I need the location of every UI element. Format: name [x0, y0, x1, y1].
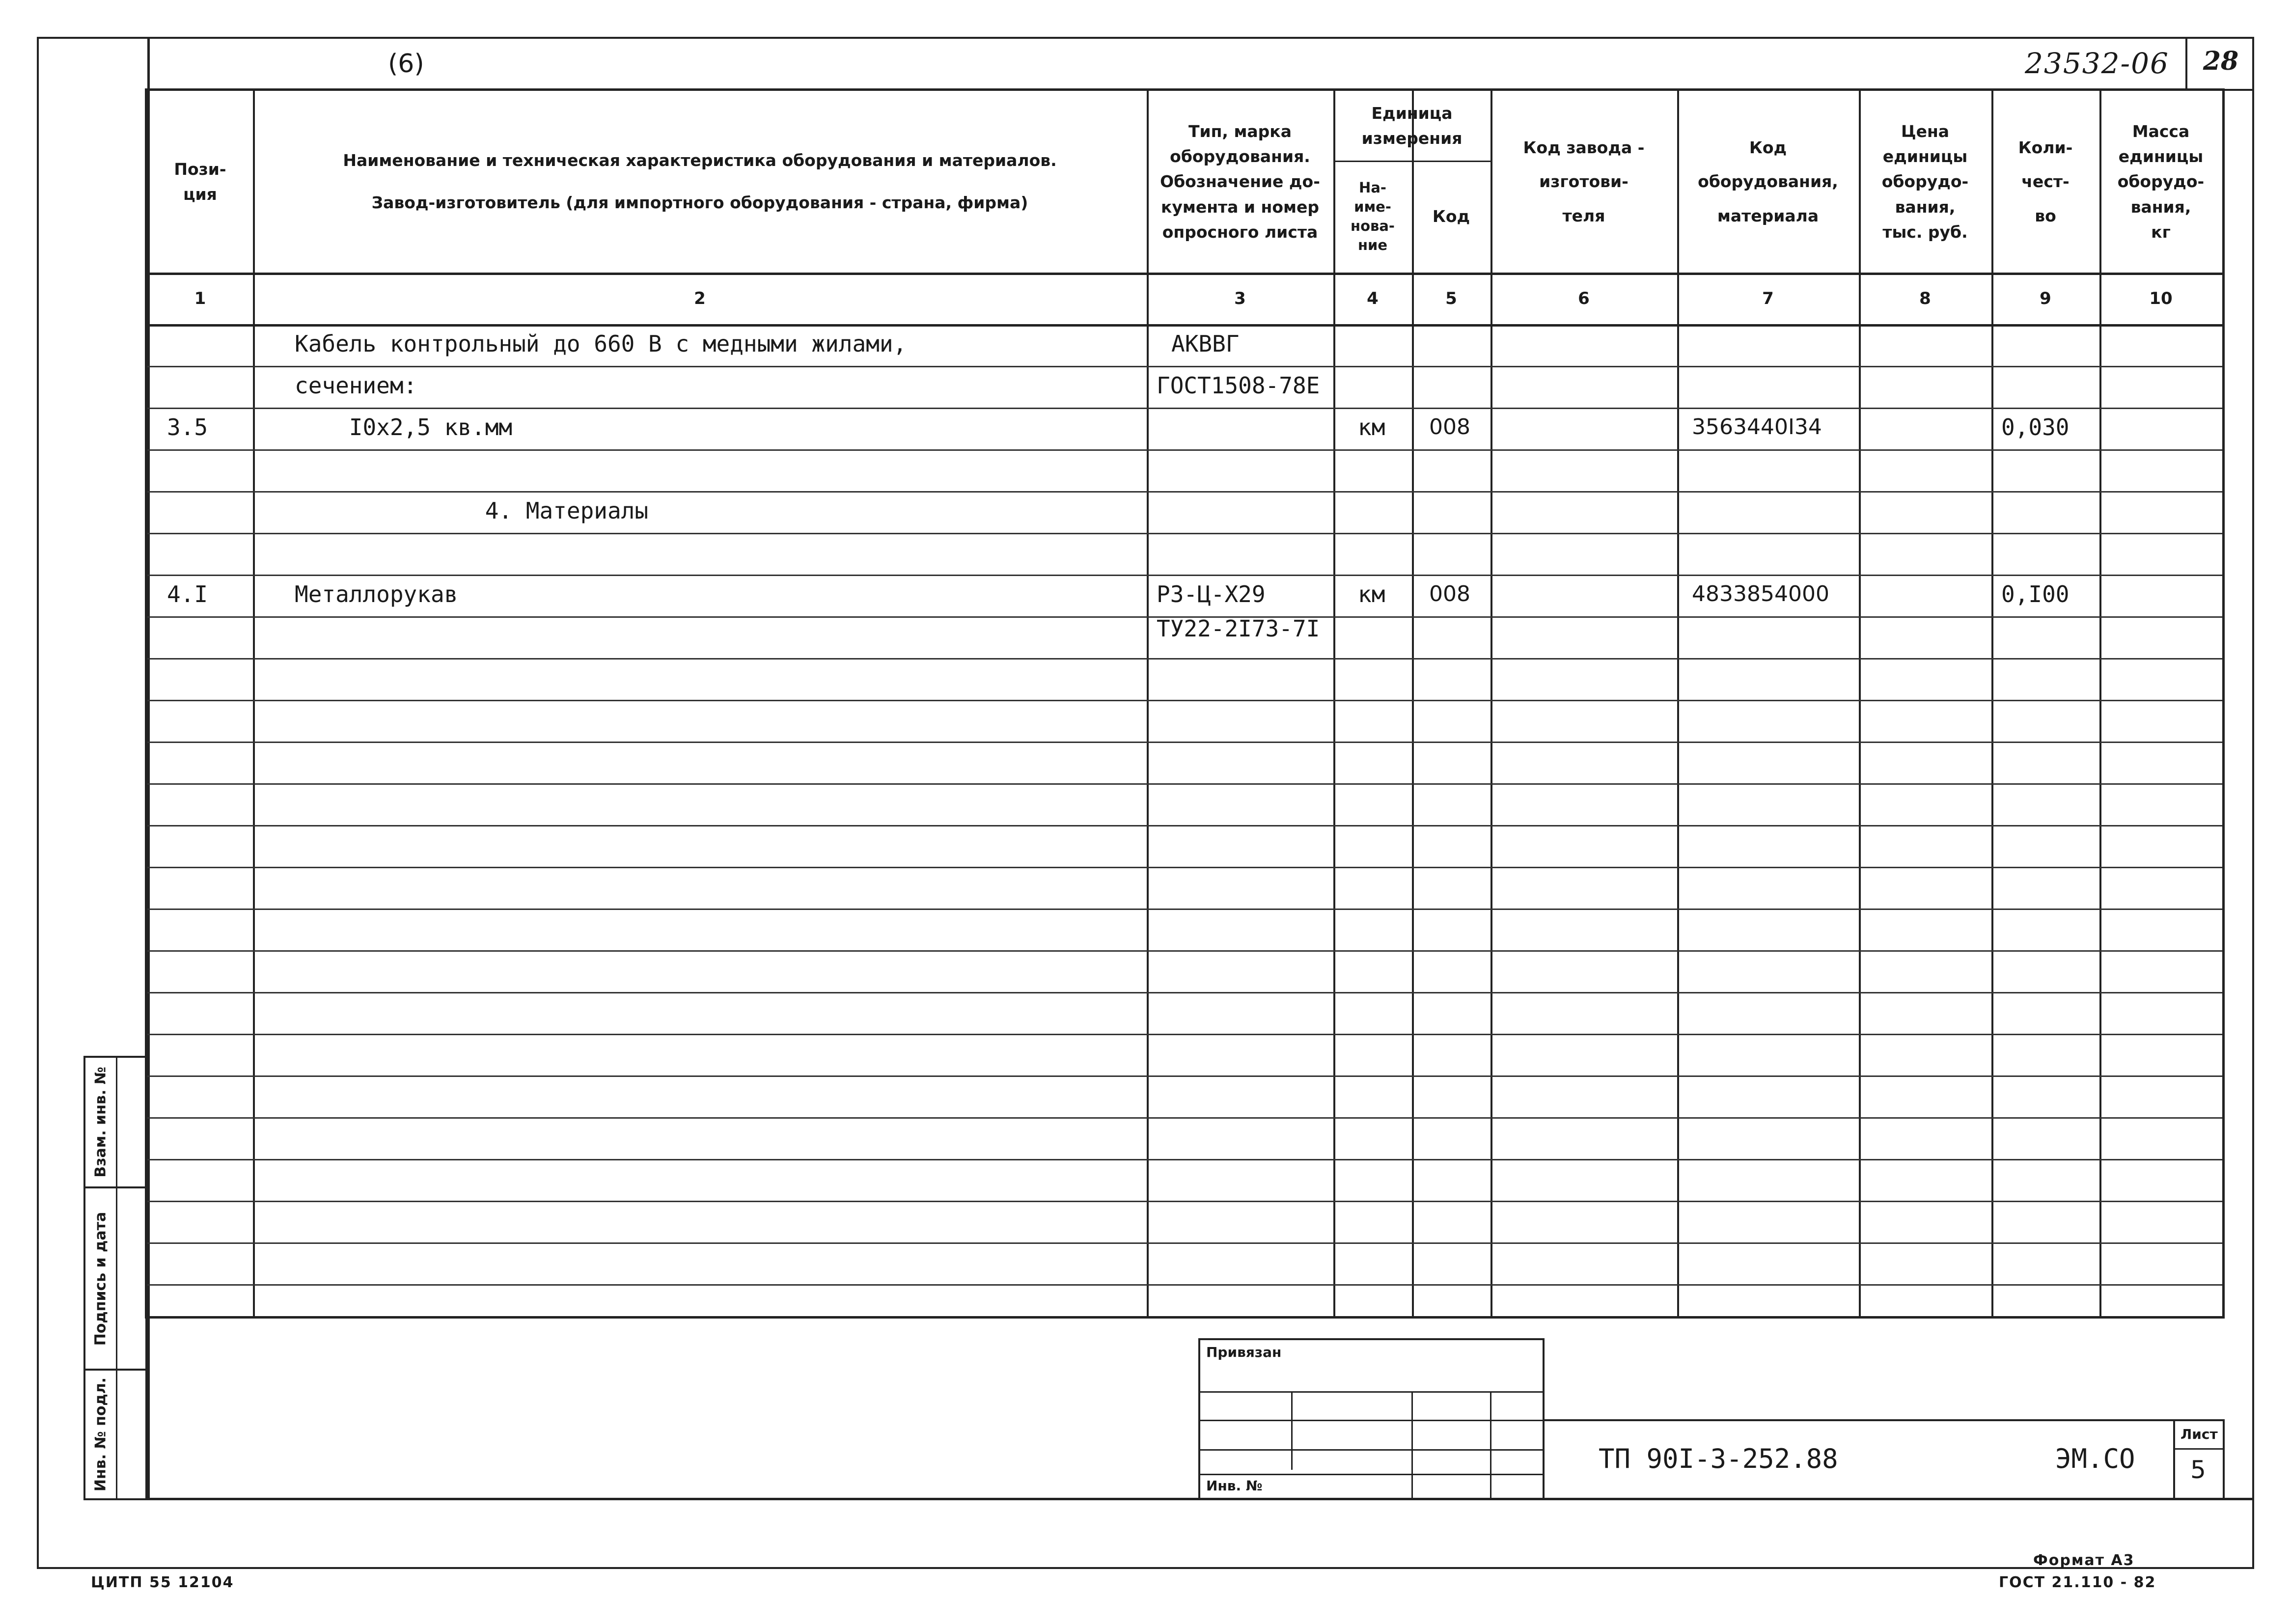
row-line	[147, 783, 2222, 785]
header-unit-name: На- име- нова- ние	[1351, 179, 1395, 254]
page-corner-box	[2185, 37, 2254, 91]
row-type: ГОСТ1508-78Е	[1157, 372, 1320, 399]
row-line	[147, 1075, 2222, 1077]
row-line	[147, 533, 2222, 534]
column-number: 10	[2149, 288, 2173, 308]
row-material-code: 3563440I34	[1692, 414, 1822, 440]
row-code: 008	[1429, 581, 1470, 606]
row-name: Металлорукав	[295, 581, 458, 607]
row-code: 008	[1429, 414, 1470, 440]
header-position: Пози- ция	[174, 159, 226, 204]
row-line	[147, 742, 2222, 743]
row-line	[147, 1242, 2222, 1244]
row-line	[147, 449, 2222, 451]
row-line	[147, 700, 2222, 701]
footer-left-code: ЦИТП 55 12104	[91, 1574, 234, 1591]
column-number: 8	[1919, 288, 1931, 308]
doc-title: ТП 90I-3-252.88	[1599, 1443, 1838, 1474]
stamp-col	[1291, 1391, 1293, 1470]
row-line	[147, 1159, 2222, 1160]
row-line	[147, 1201, 2222, 1202]
side-stamp-original-inv	[83, 1369, 147, 1500]
row-line	[147, 950, 2222, 952]
row-name: I0x2,5 кв.мм	[295, 414, 513, 440]
column-number: 6	[1578, 288, 1590, 308]
header-unit-code: Код	[1432, 207, 1470, 226]
row-type: АКВВГ	[1171, 330, 1240, 357]
page-corner-number: 28	[2203, 46, 2239, 76]
side-label: Взам. инв. №	[92, 1067, 110, 1178]
title-block-main	[1543, 1419, 2225, 1500]
header-type: Тип, марка оборудования. Обозначение до- кумента и номер опросного листа	[1160, 122, 1320, 242]
footer-standard: ГОСТ 21.110 - 82	[1999, 1574, 2156, 1591]
column-number: 2	[694, 288, 706, 308]
row-quantity: 0,030	[2001, 414, 2070, 440]
column-number: 1	[194, 288, 206, 308]
column-number: 5	[1445, 288, 1457, 308]
row-type: РЗ-Ц-Х29	[1157, 581, 1266, 607]
header-unit: Единица измерения	[1361, 103, 1463, 148]
row-line	[147, 1034, 2222, 1035]
header-name: Наименование и техническая характеристика оборудования и материалов. Завод-изготовитель (для импортного оборудования - страна, фирма)	[343, 151, 1057, 212]
sheet-col	[2173, 1421, 2175, 1498]
binding-stamp	[1198, 1338, 1545, 1500]
row-unit: км	[1358, 414, 1385, 440]
doc-code: ЭМ.СО	[2055, 1443, 2135, 1474]
row-name: сечением:	[295, 372, 417, 399]
row-line	[147, 1284, 2222, 1286]
row-line	[147, 825, 2222, 826]
header-quantity: Коли- чест- во	[2018, 138, 2073, 225]
header-mass: Масса единицы оборудо- вания, кг	[2117, 122, 2205, 242]
specification-table	[145, 88, 2225, 1319]
header-material-code: Код оборудования, материала	[1698, 138, 1838, 225]
header-factory-code: Код завода - изготови- теля	[1523, 138, 1645, 225]
side-label: Подпись и дата	[92, 1211, 110, 1346]
section-title: 4. Материалы	[295, 497, 649, 524]
row-unit: км	[1358, 581, 1385, 607]
side-stamp-signature-date	[83, 1186, 147, 1371]
sheet-label: Лист	[2181, 1426, 2218, 1442]
row-position: 3.5	[167, 414, 208, 440]
row-type: ТУ22-2I73-7I	[1157, 615, 1320, 642]
sheet-marker: (6)	[388, 49, 424, 79]
format-label: Формат А3	[2033, 1552, 2135, 1569]
binding-label: Привязан	[1206, 1344, 1282, 1360]
inv-label: Инв. №	[1206, 1478, 1263, 1494]
row-line	[147, 908, 2222, 910]
handwritten-doc-number: 23532-06	[2025, 47, 2169, 80]
column-number: 7	[1762, 288, 1774, 308]
stamp-col	[1490, 1391, 1491, 1498]
side-label: Инв. № подл.	[92, 1377, 110, 1492]
row-position: 4.I	[167, 581, 208, 607]
row-material-code: 4833854000	[1692, 581, 1829, 606]
row-line	[147, 992, 2222, 993]
column-number: 3	[1234, 288, 1246, 308]
sheet-line	[2173, 1448, 2223, 1450]
row-line	[147, 867, 2222, 868]
side-stamp-replaced-inv	[83, 1056, 147, 1188]
row-line	[147, 658, 2222, 660]
header-price: Цена единицы оборудо- вания, тыс. руб.	[1881, 122, 1969, 242]
row-quantity: 0,I00	[2001, 581, 2070, 607]
row-name: Кабель контрольный до 660 В с медными жилами,	[295, 330, 907, 357]
column-number: 9	[2040, 288, 2051, 308]
column-number: 4	[1367, 288, 1379, 308]
sheet-number: 5	[2190, 1456, 2206, 1484]
row-line	[147, 1117, 2222, 1119]
stamp-col	[1411, 1391, 1413, 1498]
